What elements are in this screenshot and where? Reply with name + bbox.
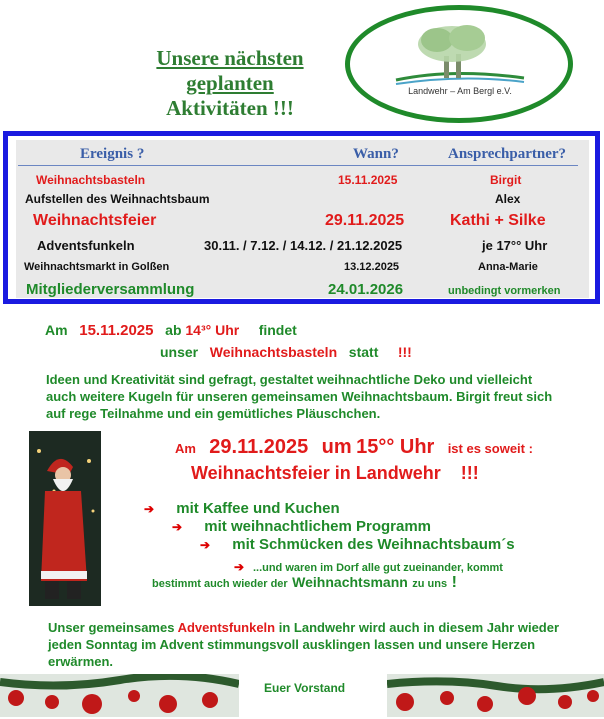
feier-line-1: Am 29.11.2025 um 15°° Uhr ist es soweit : <box>175 436 533 458</box>
row-6-contact: unbedingt vormerken <box>448 285 561 297</box>
row-2-event: Aufstellen des Weihnachtsbaum <box>25 192 210 206</box>
logo-text: Landwehr – Am Bergl e.V. <box>408 86 512 96</box>
arrow-icon: ➔ <box>144 502 155 516</box>
row-3-contact: Kathi + Silke <box>450 212 546 229</box>
title-line-3: Aktivitäten !!! <box>166 96 294 120</box>
row-3-event: Weihnachtsfeier <box>33 212 157 229</box>
feier-item-3: ➔ mit Schmücken des Weihnachtsbaum´s <box>200 536 515 553</box>
row-4-event: Adventsfunkeln <box>37 238 135 253</box>
row-6-when: 24.01.2026 <box>328 281 404 298</box>
row-6-event: Mitgliederversammlung <box>26 281 195 298</box>
signature: Euer Vorstand <box>264 681 346 695</box>
basteln-line-1: Am 15.11.2025 ab 14³° Uhr findet <box>45 322 297 339</box>
feier-headline: Weihnachtsfeier in Landwehr !!! <box>191 463 479 483</box>
row-3-when: 29.11.2025 <box>325 212 405 229</box>
basteln-date: 15.11.2025 <box>79 322 154 339</box>
header-divider <box>18 165 578 166</box>
header-contact: Ansprechpartner? <box>448 146 567 162</box>
row-4-when: 30.11. / 7.12. / 14.12. / 21.12.2025 <box>204 238 403 253</box>
santa-photo <box>29 431 101 606</box>
tree-icon <box>392 22 528 86</box>
arrow-icon: ➔ <box>234 560 245 574</box>
basteln-time: 14³° Uhr <box>185 322 240 338</box>
feier-item-1: ➔ mit Kaffee und Kuchen <box>144 500 340 517</box>
ornament-banner-left <box>0 674 239 717</box>
header-event: Ereignis ? <box>80 146 145 162</box>
basteln-line-2: unser Weihnachtsbasteln statt !!! <box>160 344 412 360</box>
row-5-when: 13.12.2025 <box>344 261 400 273</box>
title-line-1: Unsere nächsten <box>156 46 304 70</box>
row-4-contact: je 17°° Uhr <box>482 238 548 253</box>
arrow-icon: ➔ <box>172 520 183 534</box>
feier-item-2: ➔ mit weihnachtlichem Programm <box>172 518 432 535</box>
row-5-contact: Anna-Marie <box>478 261 538 273</box>
title-line-2: geplanten <box>186 71 274 95</box>
header-when: Wann? <box>353 146 399 162</box>
arrow-icon: ➔ <box>200 538 211 552</box>
page-title <box>130 46 330 121</box>
ornament-banner-right <box>387 674 604 717</box>
advent-paragraph: Unser gemeinsames Adventsfunkeln in Landwehr wird auch in diesem Jahr wieder jeden Sonntag im Advent stimmungsvoll ausklingen lassen und unsere Herzen erwärmen. <box>48 620 560 669</box>
row-1-when: 15.11.2025 <box>338 173 398 187</box>
weihnachtsmann: Weihnachtsmann <box>292 574 408 590</box>
feier-note-1: ➔ ...und waren im Dorf alle gut zueinander, kommt <box>234 560 503 574</box>
basteln-paragraph: Ideen und Kreativität sind gefragt, gestaltet weihnachtliche Deko und vielleicht auch weitere Kugeln für unseren gemeinsamen Weihnachtsbaum. Birgit freut sich auf rege Teilnahme und ein gemütliches Pläuschchen. <box>46 372 553 421</box>
feier-time: 15°° Uhr <box>356 436 435 458</box>
row-2-contact: Alex <box>495 192 521 206</box>
row-5-event: Weihnachtsmarkt in Golßen <box>24 261 170 273</box>
feier-date: 29.11.2025 <box>209 436 309 458</box>
feier-note-2: bestimmt auch wieder der Weihnachtsmann zu uns ! <box>152 574 457 591</box>
events-table <box>3 131 600 304</box>
advent-name: Adventsfunkeln <box>177 620 276 635</box>
row-1-event: Weihnachtsbasteln <box>36 173 146 187</box>
row-1-contact: Birgit <box>490 173 522 187</box>
basteln-name: Weihnachtsbasteln <box>209 344 338 360</box>
